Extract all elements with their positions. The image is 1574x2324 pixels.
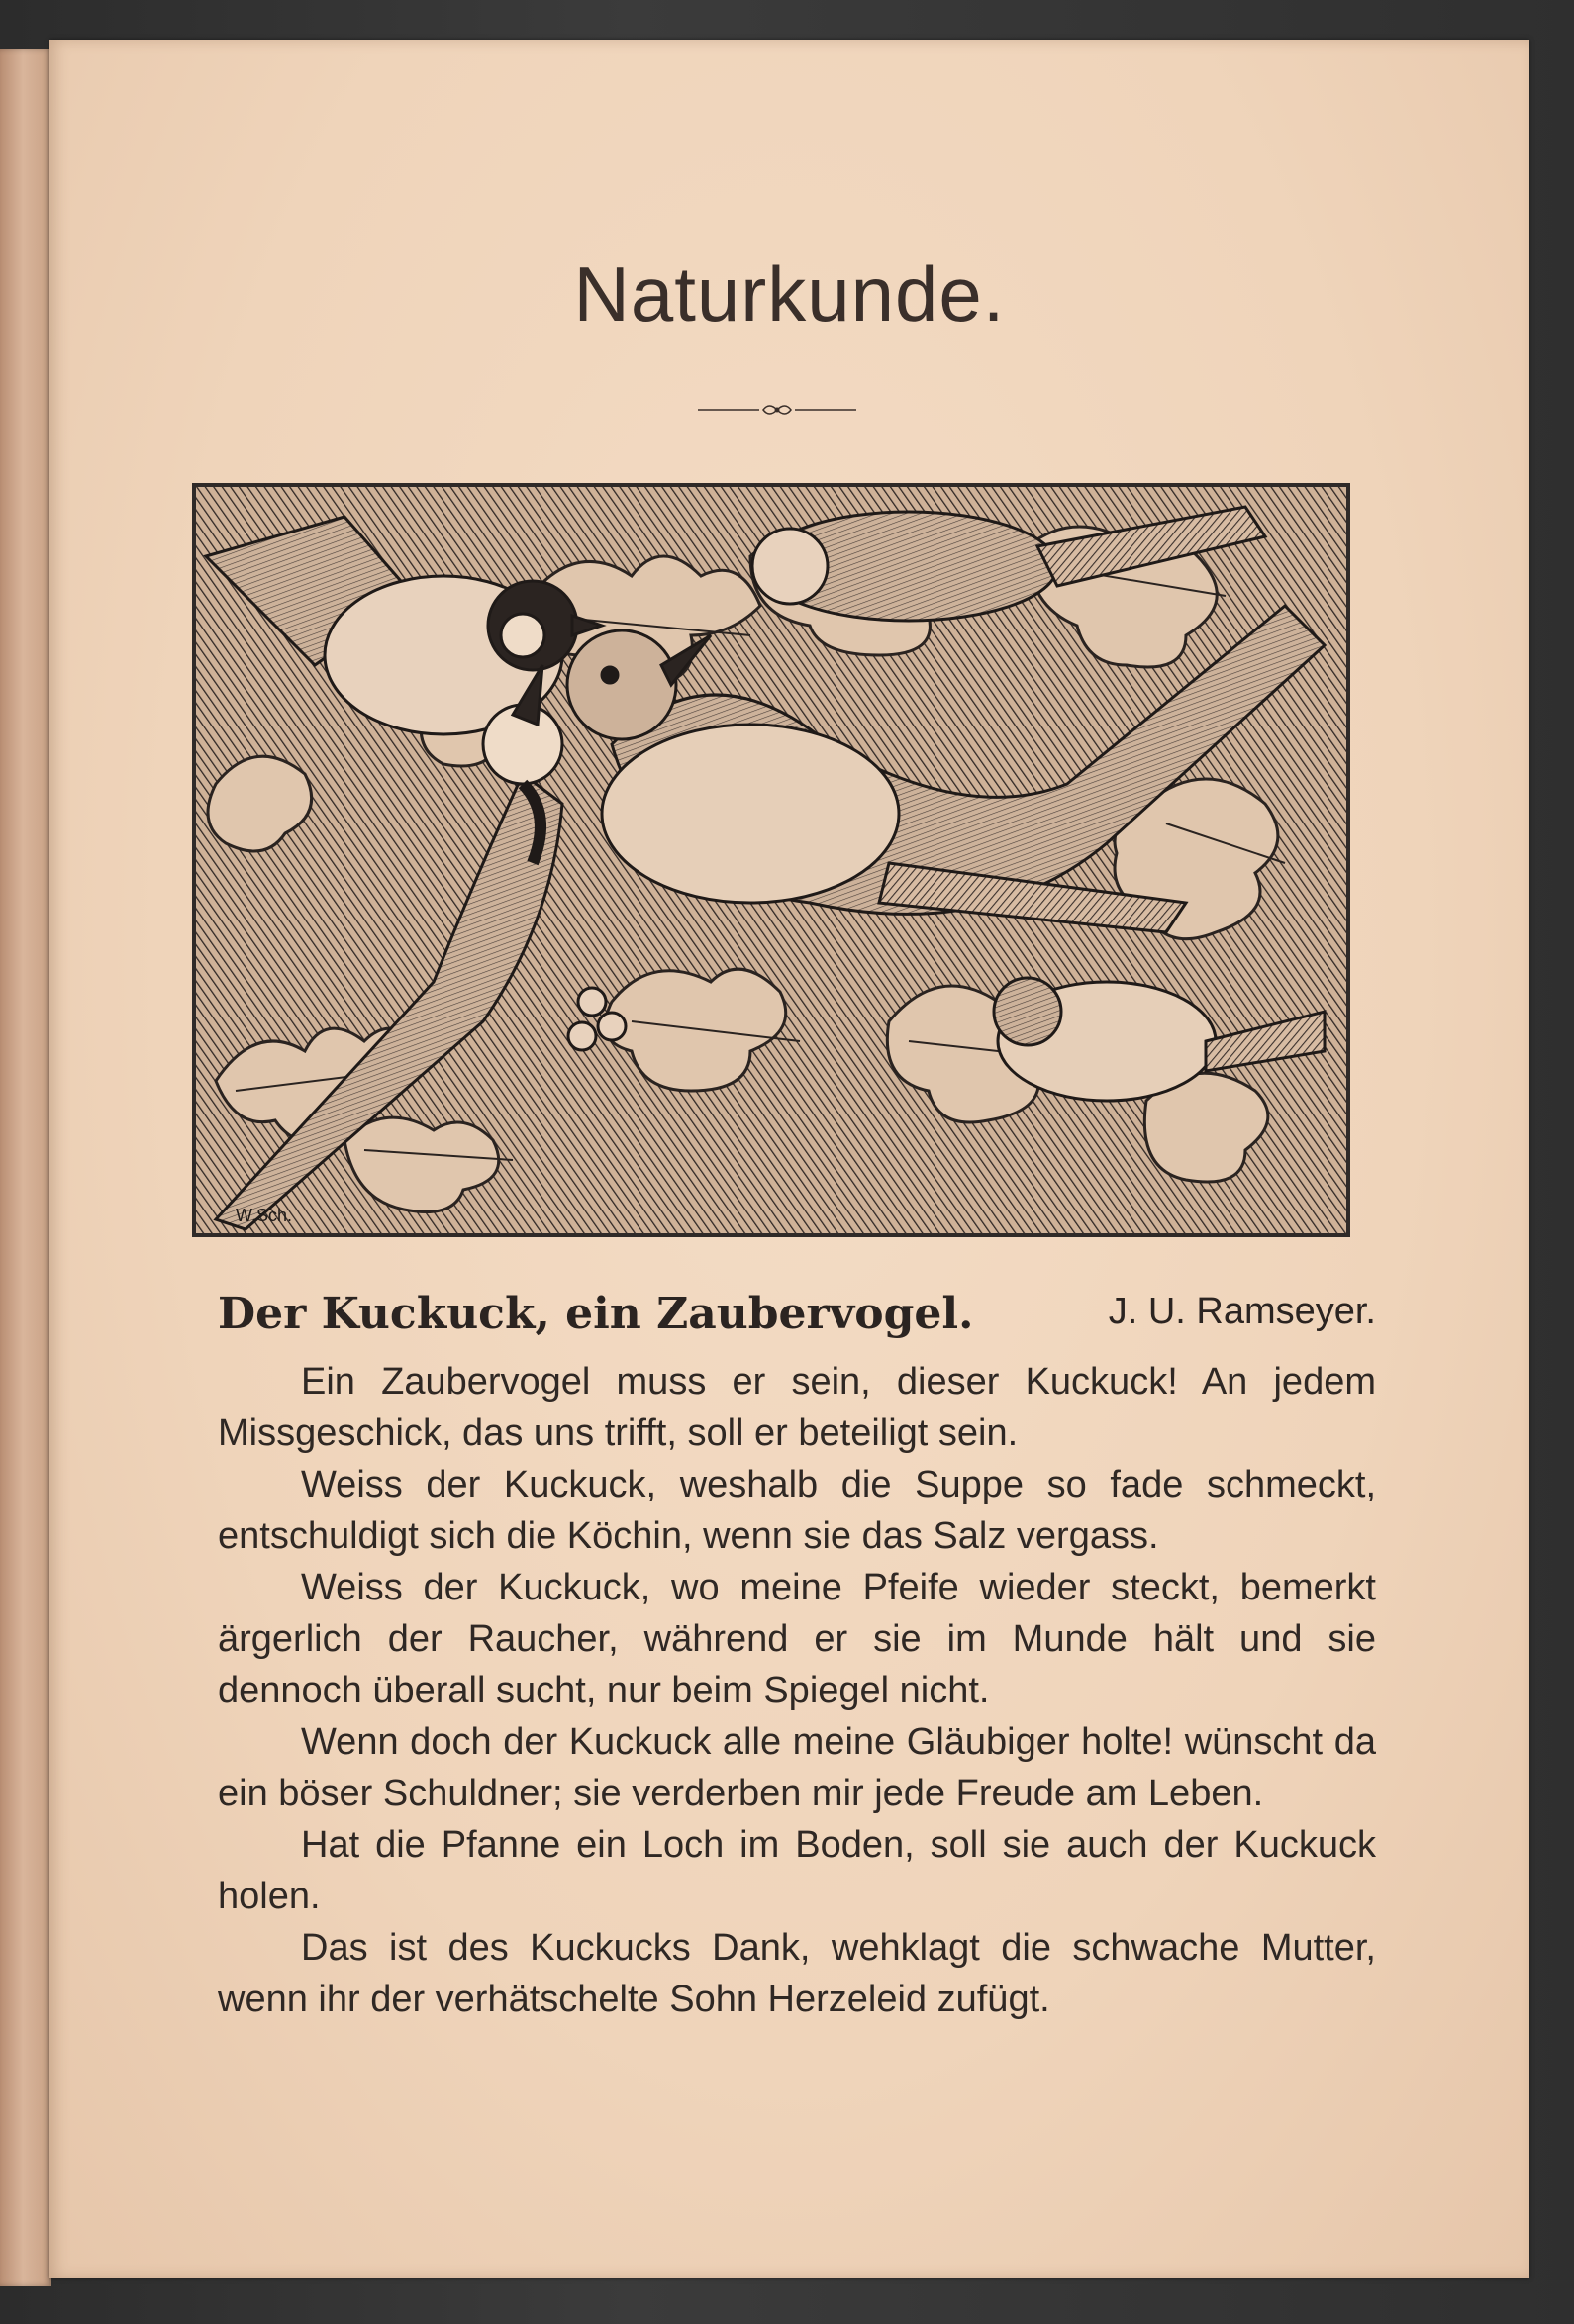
paragraph: Weiss der Kuckuck, weshalb die Suppe so fade schmeckt, entschuldigt sich die Köchin, wenn sie das Salz vergass. — [218, 1464, 1376, 1557]
article-title: Der Kuckuck, ein Zaubervogel. — [218, 1289, 974, 1339]
paragraph: Hat die Pfanne ein Loch im Boden, soll sie auch der Kuckuck holen. — [218, 1824, 1376, 1917]
paragraph: Wenn doch der Kuckuck alle meine Gläubiger holte! wünscht da ein böser Schuldner; sie verderben mir jede Freude am Leben. — [218, 1721, 1376, 1814]
birds-in-oak-leaves-engraving — [196, 487, 1346, 1233]
bird-illustration — [192, 483, 1350, 1237]
paragraph: Das ist des Kuckucks Dank, wehklagt die schwache Mutter, wenn ihr der verhätschelte Sohn Herzeleid zufügt. — [218, 1927, 1376, 2020]
paragraph: Ein Zaubervogel muss er sein, dieser Kuckuck! An jedem Missgeschick, das uns trifft, soll er beteiligt sein. — [218, 1361, 1376, 1454]
article-header — [218, 1289, 1376, 1348]
article-author: J. U. Ramseyer. — [1108, 1291, 1376, 1332]
page-title: Naturkunde. — [573, 250, 1006, 338]
paragraph: Weiss der Kuckuck, wo meine Pfeife wieder steckt, bemerkt ärgerlich der Raucher, während er sie im Munde hält und sie dennoch überall sucht, nur beim Spiegel nicht. — [218, 1567, 1376, 1711]
ornament-divider — [698, 400, 856, 420]
book-page — [49, 40, 1529, 2278]
article-body — [218, 1356, 1376, 2025]
previous-page-edge — [0, 49, 51, 2286]
illustration-signature: W.Sch. — [236, 1206, 293, 1225]
